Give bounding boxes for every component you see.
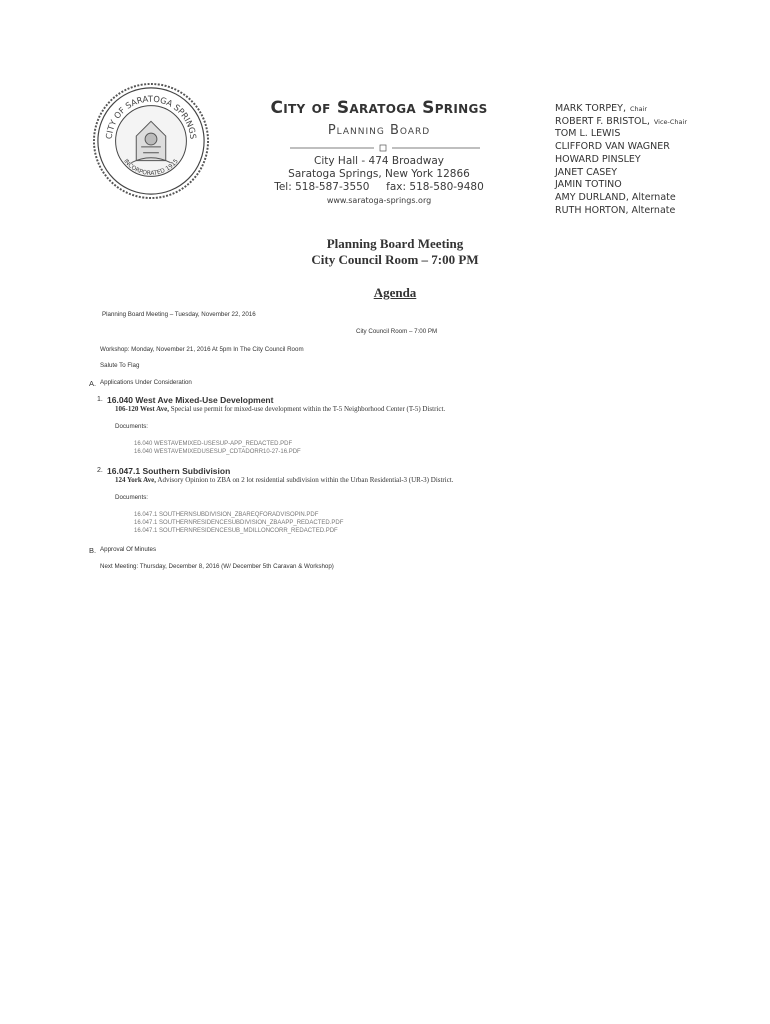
seal-text-bottom: INCORPORATED 1915 bbox=[122, 158, 180, 177]
city-seal-logo bbox=[92, 82, 210, 200]
room-line: City Council Room – 7:00 PM bbox=[356, 328, 438, 335]
seal-text-top: CITY OF SARATOGA SPRINGS bbox=[103, 93, 199, 140]
section-b-title: Approval Of Minutes bbox=[100, 546, 157, 553]
document-link[interactable]: 16.047.1 SOUTHERNSUBDIVISION_ZBAREQFORADVISOPIN.PDF bbox=[134, 512, 319, 518]
meeting-date-line: Planning Board Meeting – Tuesday, November 22, 2016 bbox=[102, 311, 256, 318]
address-line-1: City Hall - 474 Broadway bbox=[314, 155, 444, 167]
board-members-list bbox=[555, 103, 755, 217]
member-item: CLIFFORD VAN WAGNER bbox=[555, 141, 670, 153]
phone-fax: Tel: 518-587-3550 fax: 518-580-9480 bbox=[274, 181, 484, 193]
letterhead-divider bbox=[290, 144, 480, 152]
meeting-room: City Council Room – 7:00 PM bbox=[311, 252, 479, 267]
section-a-title: Applications Under Consideration bbox=[100, 379, 192, 386]
document-link[interactable]: 16.040 WESTAVEMIXED-USESUP-APP_REDACTED.PDF bbox=[134, 441, 293, 447]
member-item: TOM L. LEWIS bbox=[555, 128, 621, 140]
item-number: 2. bbox=[97, 467, 103, 474]
documents-label: Documents: bbox=[115, 494, 149, 501]
member-item: JANET CASEY bbox=[555, 166, 618, 178]
board-title: Planning Board bbox=[327, 123, 431, 138]
agenda-title: Agenda bbox=[373, 285, 417, 300]
item-address: 124 York Ave, bbox=[115, 476, 157, 484]
member-item: RUTH HORTON, Alternate bbox=[555, 204, 676, 216]
item-address: 106-120 West Ave, bbox=[115, 405, 169, 413]
section-a-letter: A. bbox=[89, 379, 97, 388]
documents-label: Documents: bbox=[115, 423, 149, 430]
item-number: 1. bbox=[97, 396, 103, 403]
member-item: HOWARD PINSLEY bbox=[555, 153, 641, 165]
document-link[interactable]: 16.047.1 SOUTHERNRESIDENCESUBDIVISION_ZBAAPP_REDACTED.PDF bbox=[134, 520, 344, 526]
item-title: 16.047.1 Southern Subdivision bbox=[107, 466, 231, 476]
member-item: ROBERT F. BRISTOL, Vice-Chair bbox=[555, 115, 688, 127]
member-item: JAMIN TOTINO bbox=[555, 179, 622, 191]
city-title: City of Saratoga Springs bbox=[270, 98, 488, 118]
workshop-line: Workshop: Monday, November 21, 2016 At 5pm In The City Council Room bbox=[100, 346, 304, 353]
member-item: AMY DURLAND, Alternate bbox=[555, 191, 676, 203]
next-meeting-line: Next Meeting: Thursday, December 8, 2016 (W/ December 5th Caravan & Workshop) bbox=[100, 563, 334, 570]
salute-line: Salute To Flag bbox=[100, 362, 140, 369]
website-link[interactable]: www.saratoga-springs.org bbox=[326, 196, 432, 205]
section-b-letter: B. bbox=[89, 546, 97, 555]
item-title: 16.040 West Ave Mixed-Use Development bbox=[107, 395, 274, 405]
item-description: 124 York Ave, Advisory Opinion to ZBA on 2 lot residential subdivision within the Urban Residential-3 (UR-3) District. bbox=[115, 476, 454, 484]
member-item: MARK TORPEY, Chair bbox=[555, 103, 648, 114]
meeting-title: Planning Board Meeting bbox=[326, 236, 464, 251]
item-description: 106-120 West Ave, Special use permit for mixed-use development within the T-5 Neighborhood Center (T-5) District. bbox=[115, 405, 446, 413]
address-line-2: Saratoga Springs, New York 12866 bbox=[288, 168, 470, 180]
document-link[interactable]: 16.047.1 SOUTHERNRESIDENCESUB_MDILLONCORR_REDACTED.PDF bbox=[134, 528, 338, 534]
document-link[interactable]: 16.040 WESTAVEMIXEDUSESUP_CDTADORR10-27-16.PDF bbox=[134, 449, 301, 455]
